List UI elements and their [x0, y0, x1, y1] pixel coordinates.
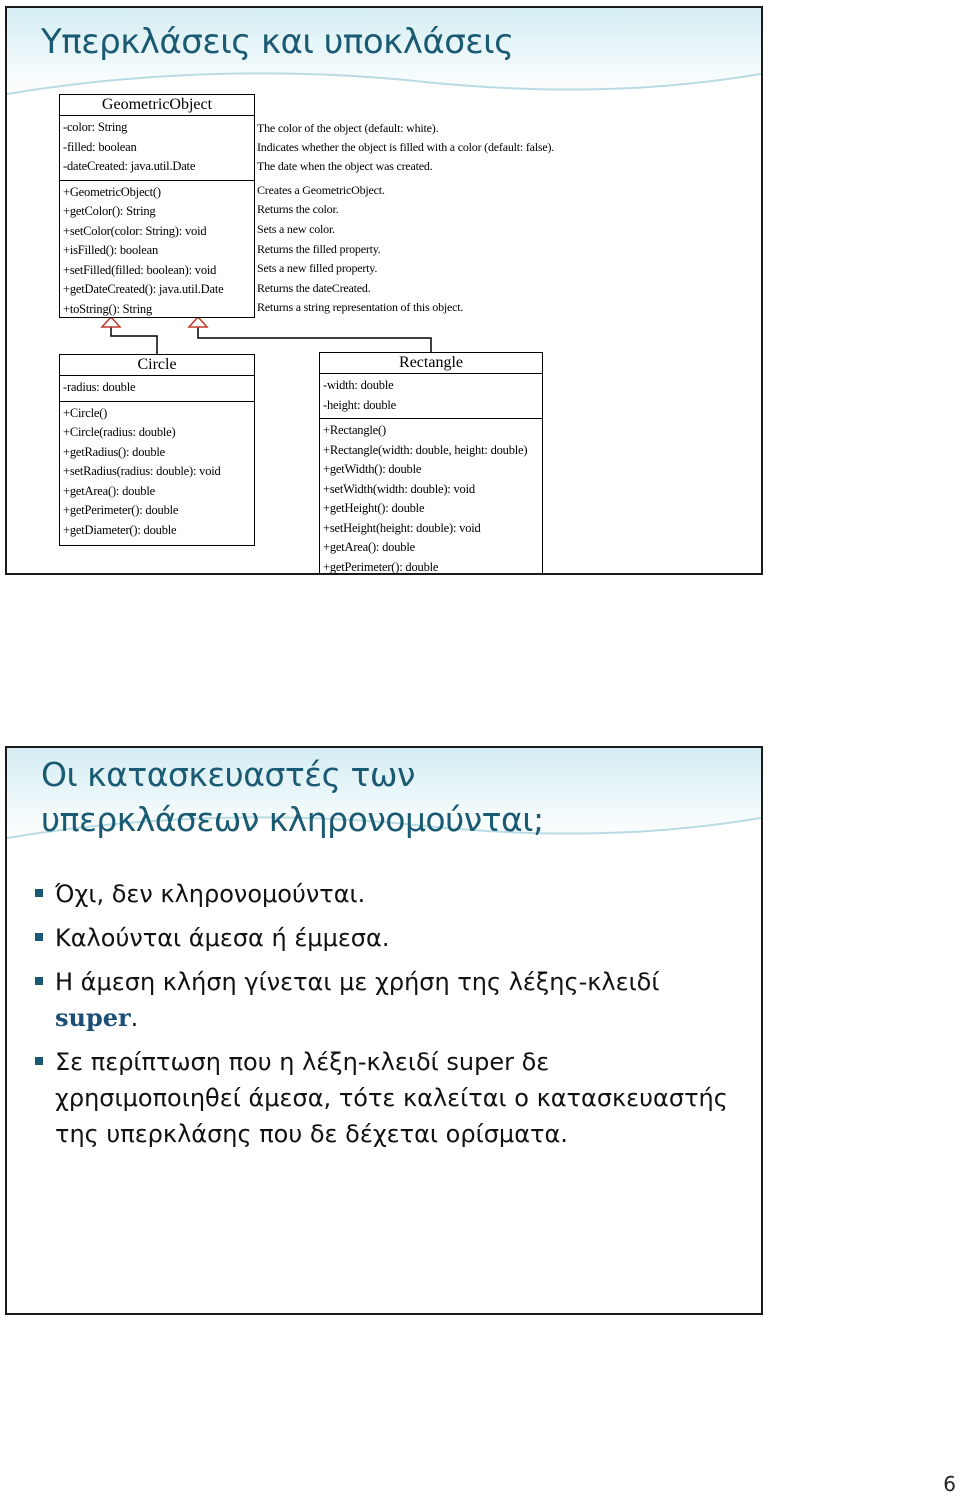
- method: +getPerimeter(): double: [323, 559, 439, 574]
- method: +getDateCreated(): java.util.Date: [63, 282, 224, 296]
- field-description: The color of the object (default: white).: [257, 121, 439, 135]
- field: -filled: boolean: [63, 139, 137, 154]
- method: +Circle(radius: double): [63, 425, 176, 439]
- method-description: Sets a new filled property.: [257, 261, 378, 275]
- square-bullet-icon: [35, 1057, 43, 1065]
- methods-section: [60, 181, 254, 323]
- method: +getRadius(): double: [63, 444, 165, 459]
- bullet-text: Η άμεση κλήση γίνεται με χρήση της λέξης-κλειδί: [55, 968, 660, 996]
- method: +getHeight(): double: [323, 501, 425, 515]
- square-bullet-icon: [35, 933, 43, 941]
- methods-section: [60, 402, 254, 544]
- method: +setWidth(width: double): void: [323, 481, 475, 496]
- class-name: Rectangle: [320, 353, 542, 374]
- method: +getDiameter(): double: [63, 522, 177, 537]
- keyword-super: super: [55, 1003, 131, 1032]
- method: +getWidth(): double: [323, 462, 422, 476]
- class-name: GeometricObject: [60, 95, 254, 116]
- title-line: Οι κατασκευαστές των: [41, 755, 415, 794]
- method: +setHeight(height: double): void: [323, 520, 481, 535]
- slide-uml-diagram: [5, 6, 763, 575]
- methods-section: [320, 419, 542, 575]
- bullet-item: [35, 920, 735, 956]
- field: -color: String: [63, 120, 128, 134]
- square-bullet-icon: [35, 977, 43, 985]
- method: +getArea(): double: [323, 540, 415, 554]
- page-number: 6: [943, 1472, 956, 1496]
- bullet-text-end: .: [130, 1004, 139, 1032]
- bullet-item: [35, 1044, 735, 1152]
- method-description: Sets a new color.: [257, 222, 335, 236]
- class-circle: [59, 354, 255, 546]
- fields-section: [60, 376, 254, 402]
- bullet-item: [35, 876, 735, 912]
- method-description: Creates a GeometricObject.: [257, 183, 385, 197]
- slide-title: [41, 752, 544, 842]
- field: -dateCreated: java.util.Date: [63, 159, 196, 173]
- bullet-list: [35, 876, 735, 1160]
- method: +getArea(): double: [63, 483, 155, 498]
- method: +toString(): String: [63, 301, 153, 316]
- slide-constructors: [5, 746, 763, 1315]
- field: -height: double: [323, 397, 397, 412]
- bullet-item: [35, 964, 735, 1036]
- class-geometricobject: [59, 94, 255, 318]
- field: -width: double: [323, 378, 394, 392]
- square-bullet-icon: [35, 889, 43, 897]
- method: +getPerimeter(): double: [63, 503, 179, 517]
- method: +Circle(): [63, 405, 108, 420]
- method-description: Returns the dateCreated.: [257, 281, 371, 295]
- method: +GeometricObject(): [63, 184, 161, 199]
- method: +setColor(color: String): void: [63, 223, 207, 238]
- description-panel: [255, 116, 589, 318]
- bullet-text: Καλούνται άμεσα ή έμμεσα.: [55, 924, 390, 952]
- method: +setRadius(radius: double): void: [63, 464, 221, 478]
- field-description: Indicates whether the object is filled with a color (default: false).: [257, 140, 555, 154]
- fields-section: [320, 374, 542, 419]
- bullet-text: Σε περίπτωση που η λέξη-κλειδί super δε χρησιμοποιηθεί άμεσα, τότε καλείται ο κατασκευαστής της υπερκλάσης που δε δέχεται ορίσματα.: [55, 1048, 728, 1148]
- method: +Rectangle(): [323, 423, 386, 437]
- field: -radius: double: [63, 380, 136, 394]
- title-line: υπερκλάσεων κληρονομούνται;: [41, 800, 544, 839]
- method-description: Returns the filled property.: [257, 242, 381, 256]
- class-rectangle: [319, 352, 543, 575]
- method-description: Returns a string representation of this object.: [257, 300, 464, 314]
- method-description: Returns the color.: [257, 202, 339, 216]
- method: +isFilled(): boolean: [63, 243, 159, 257]
- bullet-text: Όχι, δεν κληρονομούνται.: [55, 880, 366, 908]
- slide-title: Υπερκλάσεις και υποκλάσεις: [41, 22, 514, 62]
- method: +getColor(): String: [63, 204, 156, 218]
- fields-section: [60, 116, 254, 181]
- method: +Rectangle(width: double, height: double): [323, 442, 528, 457]
- field-description: The date when the object was created.: [257, 159, 433, 173]
- method: +setFilled(filled: boolean): void: [63, 262, 217, 277]
- class-name: Circle: [60, 355, 254, 376]
